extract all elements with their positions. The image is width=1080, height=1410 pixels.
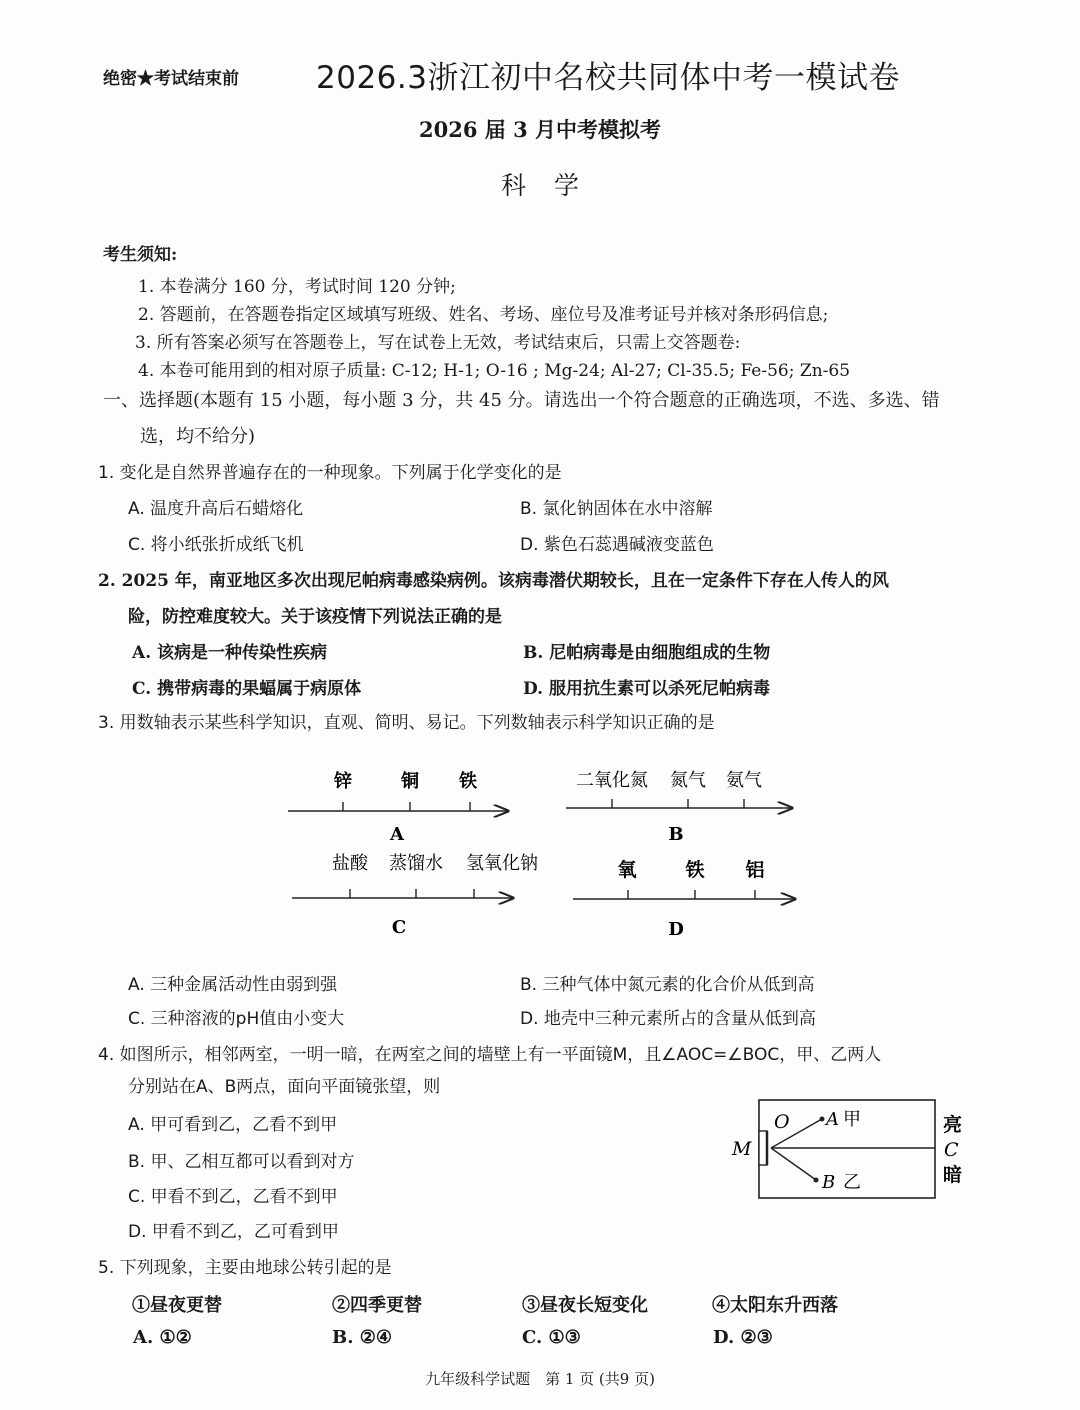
q4-option-d: D. 甲看不到乙，乙可看到甲 [128, 1222, 339, 1242]
axis-d-caption: D [668, 919, 684, 940]
exam-subtitle: 2026 届 3 月中考模拟考 [419, 117, 661, 142]
q4-stem-line1: 4. 如图所示，相邻两室，一明一暗，在两室之间的墙壁上有一平面镜M，且∠AOC=∠BOC，甲、乙两人 [98, 1045, 882, 1065]
axis-c [292, 853, 538, 938]
subject-title: 科学 [500, 171, 607, 200]
label-b: B [822, 1172, 836, 1193]
q4-mirror-figure [731, 1100, 962, 1198]
axis-b-label-1: 二氧化氮 [576, 770, 648, 791]
notice-item-1: 1. 本卷满分 160 分，考试时间 120 分钟; [138, 277, 456, 297]
q3-option-d: D. 地壳中三种元素所占的含量从低到高 [520, 1009, 816, 1029]
confidential-mark: 绝密★考试结束前 [103, 69, 239, 89]
axis-a-label-1: 锌 [334, 771, 352, 792]
q5-option-c: C. ①③ [522, 1327, 581, 1348]
notice-heading: 考生须知: [103, 245, 178, 265]
q5-stem: 5. 下列现象，主要由地球公转引起的是 [98, 1258, 392, 1278]
q5-item-2: ②四季更替 [332, 1295, 422, 1316]
section-heading-cont: 选，均不给分) [140, 426, 256, 447]
axis-a [288, 770, 508, 845]
axis-d-label-2: 铁 [685, 859, 705, 881]
q2-stem-line1: 2. 2025 年，南亚地区多次出现尼帕病毒感染病例。该病毒潜伏期较长，且在一定条件下存在人传人的风 [98, 571, 889, 591]
q5-option-d: D. ②③ [713, 1327, 773, 1348]
axis-b-label-3: 氨气 [726, 770, 762, 791]
q2-option-d: D. 服用抗生素可以杀死尼帕病毒 [523, 679, 770, 699]
notice-item-4: 4. 本卷可能用到的相对原子质量: C-12; H-1; O-16 ; Mg-24; Al-27; Cl-35.5; Fe-56; Zn-65 [138, 361, 851, 381]
axis-c-label-2: 蒸馏水 [389, 853, 443, 874]
label-dark: 暗 [943, 1164, 963, 1186]
axis-c-label-3: 氢氧化钠 [466, 853, 538, 874]
exam-title: 2026.3浙江初中名校共同体中考一模试卷 [316, 60, 900, 96]
q3-stem: 3. 用数轴表示某些科学知识，直观、简明、易记。下列数轴表示科学知识正确的是 [98, 713, 715, 733]
q5-option-a: A. ①② [133, 1327, 192, 1348]
q2-option-c: C. 携带病毒的果蝠属于病原体 [132, 679, 362, 699]
q3-option-a: A. 三种金属活动性由弱到强 [128, 975, 338, 995]
label-o: O [774, 1111, 790, 1133]
axis-a-label-3: 铁 [459, 771, 477, 792]
axis-b-caption: B [668, 824, 684, 845]
notice-item-2: 2. 答题前，在答题卷指定区域填写班级、姓名、考场、座位号及准考证号并核对条形码信息; [138, 305, 829, 325]
q5-option-b: B. ②④ [332, 1327, 393, 1348]
axis-d [573, 858, 795, 940]
q5-item-3: ③昼夜长短变化 [522, 1295, 648, 1316]
q4-option-a: A. 甲可看到乙，乙看不到甲 [128, 1115, 338, 1135]
axis-b-label-2: 氮气 [670, 770, 706, 791]
axis-a-caption: A [390, 824, 404, 845]
axis-d-label-1: 氧 [617, 859, 637, 881]
q2-option-a: A. 该病是一种传染性疾病 [132, 643, 328, 663]
q1-option-c: C. 将小纸张折成纸飞机 [128, 535, 304, 555]
section-heading: 一、选择题(本题有 15 小题，每小题 3 分，共 45 分。请选出一个符合题意的正确选项，不选、多选、错 [103, 390, 940, 411]
label-jia: 甲 [843, 1109, 861, 1130]
label-yi: 乙 [843, 1172, 861, 1193]
axis-a-label-2: 铜 [401, 771, 419, 792]
q2-option-b: B. 尼帕病毒是由细胞组成的生物 [523, 643, 771, 663]
page-footer: 九年级科学试题 第 1 页 (共9 页) [425, 1370, 655, 1388]
q4-option-b: B. 甲、乙相互都可以看到对方 [128, 1152, 355, 1172]
label-a: A [826, 1109, 839, 1130]
q1-stem: 1. 变化是自然界普遍存在的一种现象。下列属于化学变化的是 [98, 463, 562, 483]
q5-item-4: ④太阳东升西落 [712, 1295, 838, 1316]
q4-stem-line2: 分别站在A、B两点，面向平面镜张望，则 [128, 1077, 441, 1097]
label-bright: 亮 [943, 1114, 963, 1136]
axis-c-caption: C [391, 917, 407, 938]
q3-option-b: B. 三种气体中氮元素的化合价从低到高 [520, 975, 815, 995]
ray-ob [771, 1148, 816, 1180]
q2-stem-line2: 险，防控难度较大。关于该疫情下列说法正确的是 [128, 607, 502, 627]
axis-d-label-3: 铝 [745, 859, 765, 881]
q1-option-b: B. 氯化钠固体在水中溶解 [520, 499, 713, 519]
axis-c-label-1: 盐酸 [332, 853, 368, 874]
q1-option-d: D. 紫色石蕊遇碱液变蓝色 [520, 535, 714, 555]
notice-item-3: 3. 所有答案必须写在答题卷上，写在试卷上无效，考试结束后，只需上交答题卷: [135, 333, 741, 353]
q4-option-c: C. 甲看不到乙，乙看不到甲 [128, 1187, 338, 1207]
axis-b [566, 770, 792, 845]
q5-item-1: ①昼夜更替 [132, 1295, 222, 1316]
q1-option-a: A. 温度升高后石蜡熔化 [128, 499, 304, 519]
label-c: C [944, 1139, 959, 1161]
q3-option-c: C. 三种溶液的pH值由小变大 [128, 1009, 345, 1029]
label-m: M [732, 1138, 752, 1160]
